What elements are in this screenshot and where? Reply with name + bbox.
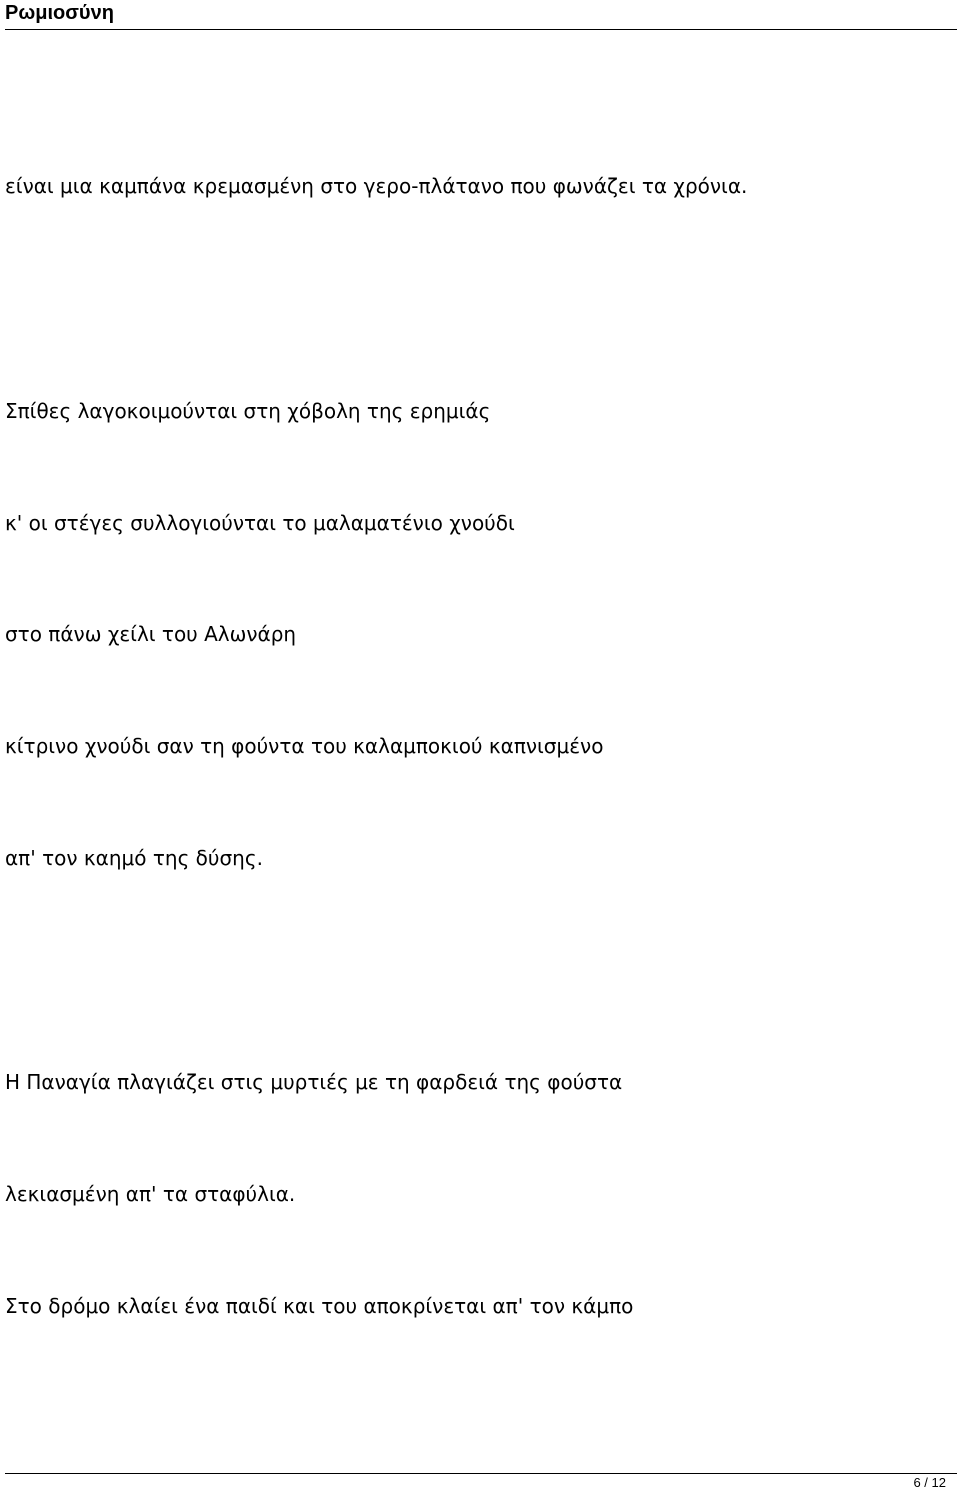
poem-line: απ' τον καημό της δύσης. [5,846,263,870]
poem-line: στο πάνω χείλι του Αλωνάρη [5,622,297,646]
poem-line: είναι μια καμπάνα κρεμασμένη στο γερο-πλάτανο που φωνάζει τα χρόνια. [5,174,748,198]
header-divider [5,29,957,30]
poem-line: Στο δρόμο κλαίει ένα παιδί και του αποκρίνεται απ' τον κάμπο [5,1294,634,1318]
footer-divider [5,1473,957,1474]
poem-line: κίτρινο χνούδι σαν τη φούντα του καλαμποκιού καπνισμένο [5,734,604,758]
poem-line: κ' οι στέγες συλλογιούνται το μαλαματένιο χνούδι [5,511,515,535]
poem-line: Σπίθες λαγοκοιμούνται στη χόβολη της ερημιάς [5,399,491,423]
page-number: 6 / 12 [913,1475,946,1490]
poem-line: Η Παναγία πλαγιάζει στις μυρτιές με τη φαρδειά της φούστα [5,1070,623,1094]
poem-line: λεκιασμένη απ' τα σταφύλια. [5,1182,296,1206]
page-header-title: Ρωμιοσύνη [5,2,114,24]
